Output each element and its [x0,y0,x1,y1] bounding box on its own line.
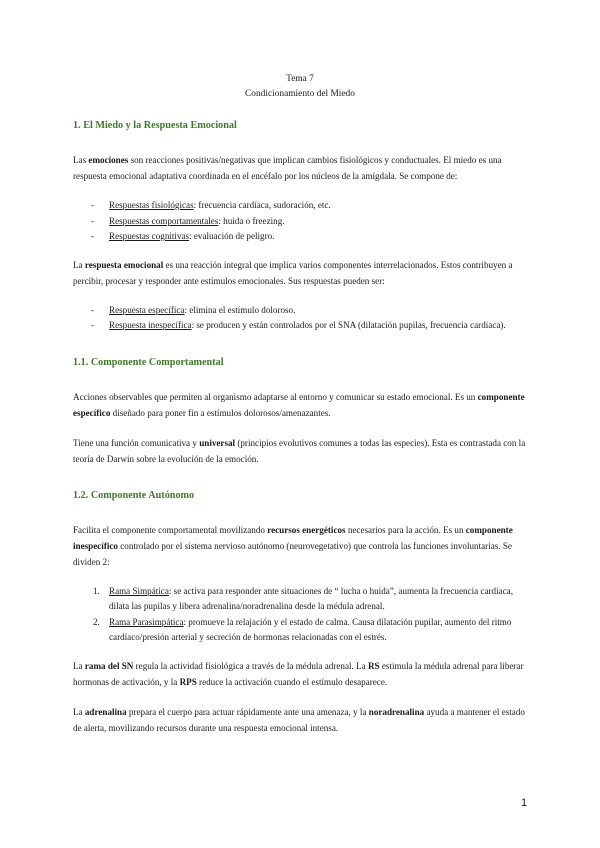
number-marker: 2. [93,616,100,627]
page-content [73,72,527,750]
bold-term: rama del SN [84,660,134,671]
list-item: - Respuestas comportamentales: huida o freezing. [73,214,527,230]
section-heading-1: 1. El Miedo y la Respuesta Emocional [73,120,237,131]
underlined-term: Rama Simpática [109,585,169,596]
bold-term: RPS [179,676,197,687]
bullet-marker: - [91,304,95,315]
list-item: - Respuesta inespecífica: se producen y están controlados por el SNA (dilatación pupilas, frecuencia cardiaca). [73,318,527,334]
bold-term: emociones [88,155,129,165]
list-item: 2. Rama Parasimpática: promueve la relajación y el estado de calma. Causa dilatación pupilar, aumento del ritmo cardíaco/presión arterial y secreción de hormonas relacionadas con el estrés. [93,616,512,642]
bullet-list-componentes [73,198,527,245]
bullet-marker: - [91,200,95,210]
numbered-list-ramas [73,584,527,646]
underlined-term: Respuesta específica [109,304,185,315]
document-header [73,72,527,102]
topic-number: Tema 7 [286,74,314,84]
underlined-term: Respuestas fisiológicas [109,200,194,210]
section-heading-1-1: 1.1. Componente Comportamental [73,356,224,368]
underlined-term: Respuesta inespecífica [109,320,192,330]
paragraph-emociones: Las emociones son reacciones positivas/negativas que implican cambios fisiológicos y conductuales. El miedo es una respuesta emocional adaptativa coordinada en el encéfalo por los núcleos de la amígdala. Se compone de: [73,155,502,181]
document-title: Condicionamiento del Miedo [245,89,355,99]
number-marker: 1. [93,585,100,596]
section-heading-1-2: 1.2. Componente Autónomo [73,489,195,501]
list-item: - Respuesta específica: elimina el estímulo doloroso. [73,303,527,319]
paragraph-funcion: Tiene una función comunicativa y universal (principios evolutivos comunes a todas las especies). Esta es contrastada con la teoría de Darwin sobre la evolución de la emoción. [73,437,526,464]
paragraph-adrenalina: La adrenalina prepara el cuerpo para actuar rápidamente ante una amenaza, y la noradrenalina ayuda a mantener el estado de alerta, movilizando recursos durante una respuesta emocional intensa. [73,706,525,733]
page-number: 1 [521,797,528,809]
bold-term: componente específico [73,391,525,418]
underlined-term: Respuestas cognitivas [109,231,190,241]
bold-term: RS [367,660,380,671]
bullet-marker: - [91,320,95,330]
bold-term: respuesta emocional [84,259,164,270]
bold-term: componente inespecífico [73,524,513,551]
bold-term: recursos energéticos [267,524,346,535]
paragraph-acciones: Acciones observables que permiten al organismo adaptarse al entorno y comunicar su estado emocional. Es un componente específico diseñado para poner fin a estímulos dolorosos/amenazantes. [73,391,525,418]
underlined-term: Rama Parasimpática [109,616,184,627]
list-item: 1. Rama Simpática: se activa para responder ante situaciones de “ lucha o huida”, aumenta la frecuencia cardiaca, dilata las pupilas y libera adrenalina/noradrenalina desde la médula adrenal. [93,585,513,611]
bullet-list-respuestas [73,303,527,334]
bullet-marker: - [91,231,95,241]
list-item: - Respuestas fisiológicas: frecuencia cardíaca, sudoración, etc. [73,198,527,214]
bullet-marker: - [91,215,95,226]
paragraph-rama-sn: La rama del SN regula la actividad fisiológica a través de la médula adrenal. La RS estimula la médula adrenal para liberar hormonas de activación, y la RPS reduce la activación cuando el estímulo desaparece. [73,660,524,687]
bold-term: universal [199,437,236,448]
paragraph-facilita: Facilita el componente comportamental movilizando recursos energéticos necesarios para la acción. Es un componente inespecífico controlado por el sistema nervioso autónomo (neurovegetativo) que controla las funciones involuntarias. Se dividen 2: [73,524,513,567]
paragraph-respuesta-emocional: La respuesta emocional es una reacción integral que implica varios componentes interrelacionados. Estos contribuyen a percibir, procesar y responder ante estímulos emocionales. Sus respuestas pueden ser: [73,259,513,286]
bold-term: noradrenalina [368,706,425,717]
list-item: - Respuestas cognitivas: evaluación de peligro. [73,229,527,245]
bold-term: adrenalina [84,706,127,717]
underlined-term: Respuestas comportamentales [109,215,219,226]
